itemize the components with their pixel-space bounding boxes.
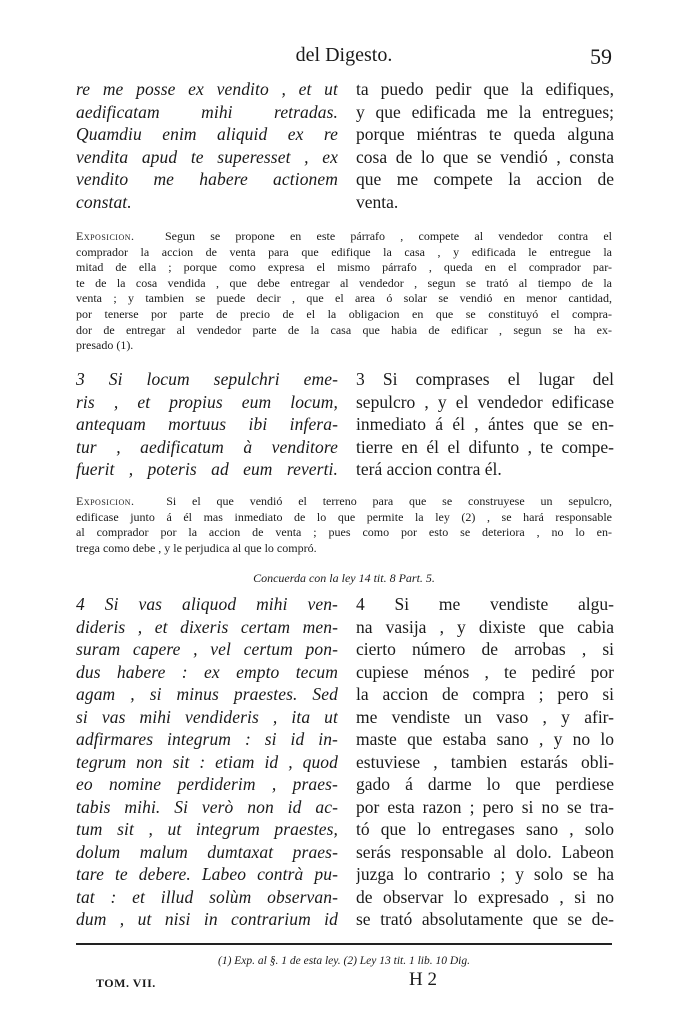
text-line: si vas mihi vendideris , ita ut xyxy=(76,706,338,727)
text-line: por esta razon ; pero si no se tra- xyxy=(356,796,614,817)
exposition-1 xyxy=(76,229,612,354)
text-line xyxy=(76,494,612,510)
text-line: tat : et illud solùm observan- xyxy=(76,886,338,907)
paragraph-pair-4 xyxy=(76,593,614,938)
text-line: serás responsable al dolo. Labeon xyxy=(356,841,614,862)
spanish-text-1 xyxy=(356,78,614,213)
footnote-rule xyxy=(76,943,612,945)
text-line: inmediato á él , ántes que se en- xyxy=(356,414,614,434)
text-line: ris , et propius eum locum, xyxy=(76,391,338,412)
text-line: terá accion contra él. xyxy=(356,459,502,479)
concordance-note: Concuerda con la ley 14 tit. 8 Part. 5. xyxy=(253,571,435,585)
exposition-label: Exposicion. xyxy=(76,494,135,508)
text-line: re me posse ex vendito , et ut xyxy=(76,79,338,99)
text-line: tur , aedificatum à venditore xyxy=(76,436,338,457)
text-line: 3 Si comprases el lugar del xyxy=(356,369,614,389)
text-line: eo nomine perdiderim , praes- xyxy=(76,774,338,794)
text-line: constat. xyxy=(76,191,132,212)
text-line: vendito me habere actionem xyxy=(76,169,338,189)
text-line: suram capere , vel certum pon- xyxy=(76,639,338,659)
text-line: trega como debe , y le perjudica al que lo compró. xyxy=(76,540,317,555)
paragraph-pair-1 xyxy=(76,78,614,218)
paragraph-pair-3 xyxy=(76,368,614,484)
text-line: cupiese ménos , te pediré por xyxy=(356,661,614,682)
text-line: vendita apud te superesset , ex xyxy=(76,146,338,167)
text-line: de observar lo expresado , si no xyxy=(356,886,614,907)
text-line: gado á darme lo que perdiese xyxy=(356,774,614,794)
text-line: comprador la accion de venta para que edifique la casa , y edificada le entregue la xyxy=(76,244,612,259)
signature-mark: H 2 xyxy=(409,969,437,990)
latin-text-1 xyxy=(76,78,338,213)
text-line: fuerit , poteris ad eum reverti. xyxy=(76,459,338,479)
text-line: 3 Si locum sepulchri eme- xyxy=(76,369,338,389)
text-line: al comprador por la accion de venta ; pues como por esto se deteriora , no lo en- xyxy=(76,525,612,540)
exposition-first-line: Si el que vendió el terreno para que se construyese un sepulcro, xyxy=(166,494,612,508)
text-line: Quamdiu enim aliquid ex re xyxy=(76,124,338,144)
text-line: se trató absolutamente que se de- xyxy=(356,909,614,929)
text-line: que me compete la accion de xyxy=(356,169,614,189)
latin-text-4 xyxy=(76,593,338,931)
text-line: aedificatam mihi retradas. xyxy=(76,101,338,122)
text-line: dum , ut nisi in contrarium id xyxy=(76,909,338,929)
exposition-2 xyxy=(76,494,612,556)
text-line: tabis mihi. Si verò non id ac- xyxy=(76,796,338,817)
page-header xyxy=(76,44,612,74)
text-line: por tenerse por parte de precio de el la obligacion en que se constituyó el compra- xyxy=(76,306,612,321)
running-title: del Digesto. xyxy=(295,44,393,66)
text-line: dus habere : ex empto tecum xyxy=(76,661,338,682)
footnotes: (1) Exp. al §. 1 de esta ley. (2) Ley 13 tit. 1 lib. 10 Dig. xyxy=(218,955,470,967)
text-line: tierre en él el difunto , te compe- xyxy=(356,436,614,457)
exposition-label: Exposicion. xyxy=(76,229,135,243)
text-line: porque miéntras te queda alguna xyxy=(356,124,614,144)
text-line: tare te debere. Labeo contrà pu- xyxy=(76,864,338,884)
text-line: tum sit , ut integrum praestes, xyxy=(76,819,338,839)
text-line: agam , si minus praestes. Sed xyxy=(76,684,338,704)
text-line: estuviese , tambien estarás obli- xyxy=(356,751,614,772)
spanish-text-3 xyxy=(356,368,614,481)
text-line xyxy=(76,229,612,245)
text-line: me vendiste un vaso , y afir- xyxy=(356,706,614,727)
text-line: na vasija , y dixiste que cabia xyxy=(356,616,614,637)
text-line: venta ; y tambien se puede decir , que el area ó solar se vendió en menor cantidad, xyxy=(76,291,612,306)
text-line: adfirmares integrum : si id in- xyxy=(76,729,338,749)
text-line: edificase junto á él mas inmediato de lo que permite la ley (2) , se hará responsable xyxy=(76,509,612,524)
text-line: presado (1). xyxy=(76,338,134,353)
text-line: 4 Si vas aliquod mihi ven- xyxy=(76,594,338,614)
text-line: antequam mortuus ibi infera- xyxy=(76,414,338,434)
text-line: tegrum non sit : etiam id , quod xyxy=(76,751,338,772)
text-line: 4 Si me vendiste algu- xyxy=(356,594,614,614)
text-line: ta puedo pedir que la edifiques, xyxy=(356,79,614,99)
text-line: juzga lo contrario ; y solo se ha xyxy=(356,864,614,884)
text-line: dor de entregar al vendedor parte de la casa que habia de edificar , segun se ha ex- xyxy=(76,322,612,337)
exposition-first-line: Segun se propone en este párrafo , compete al vendedor contra el xyxy=(164,229,612,243)
text-line: sepulcro , y el vendedor edificase xyxy=(356,391,614,412)
text-line: maste que estaba sano , y no lo xyxy=(356,729,614,749)
text-line: cierto número de arrobas , si xyxy=(356,639,614,659)
page-number: 59 xyxy=(590,44,612,69)
text-line: la accion de compra ; pero si xyxy=(356,684,614,704)
text-line: te de la cosa vendida , que debe entregar al vendedor , segun se trató al tiempo de la xyxy=(76,275,612,290)
text-line: y que edificada me la entregues; xyxy=(356,101,614,122)
latin-text-3 xyxy=(76,368,338,481)
text-line: tó que lo entregases sano , solo xyxy=(356,819,614,839)
volume-label: TOM. VII. xyxy=(96,976,156,990)
text-line: dolum malum dumtaxat praes- xyxy=(76,841,338,862)
text-line: dideris , et dixeris certam men- xyxy=(76,616,338,637)
spanish-text-4 xyxy=(356,593,614,931)
text-line: venta. xyxy=(356,191,399,212)
text-line: cosa de lo que se vendió , consta xyxy=(356,146,614,167)
text-line: mitad de ella ; porque como expresa el mismo párrafo , queda en el comprador par- xyxy=(76,260,612,275)
